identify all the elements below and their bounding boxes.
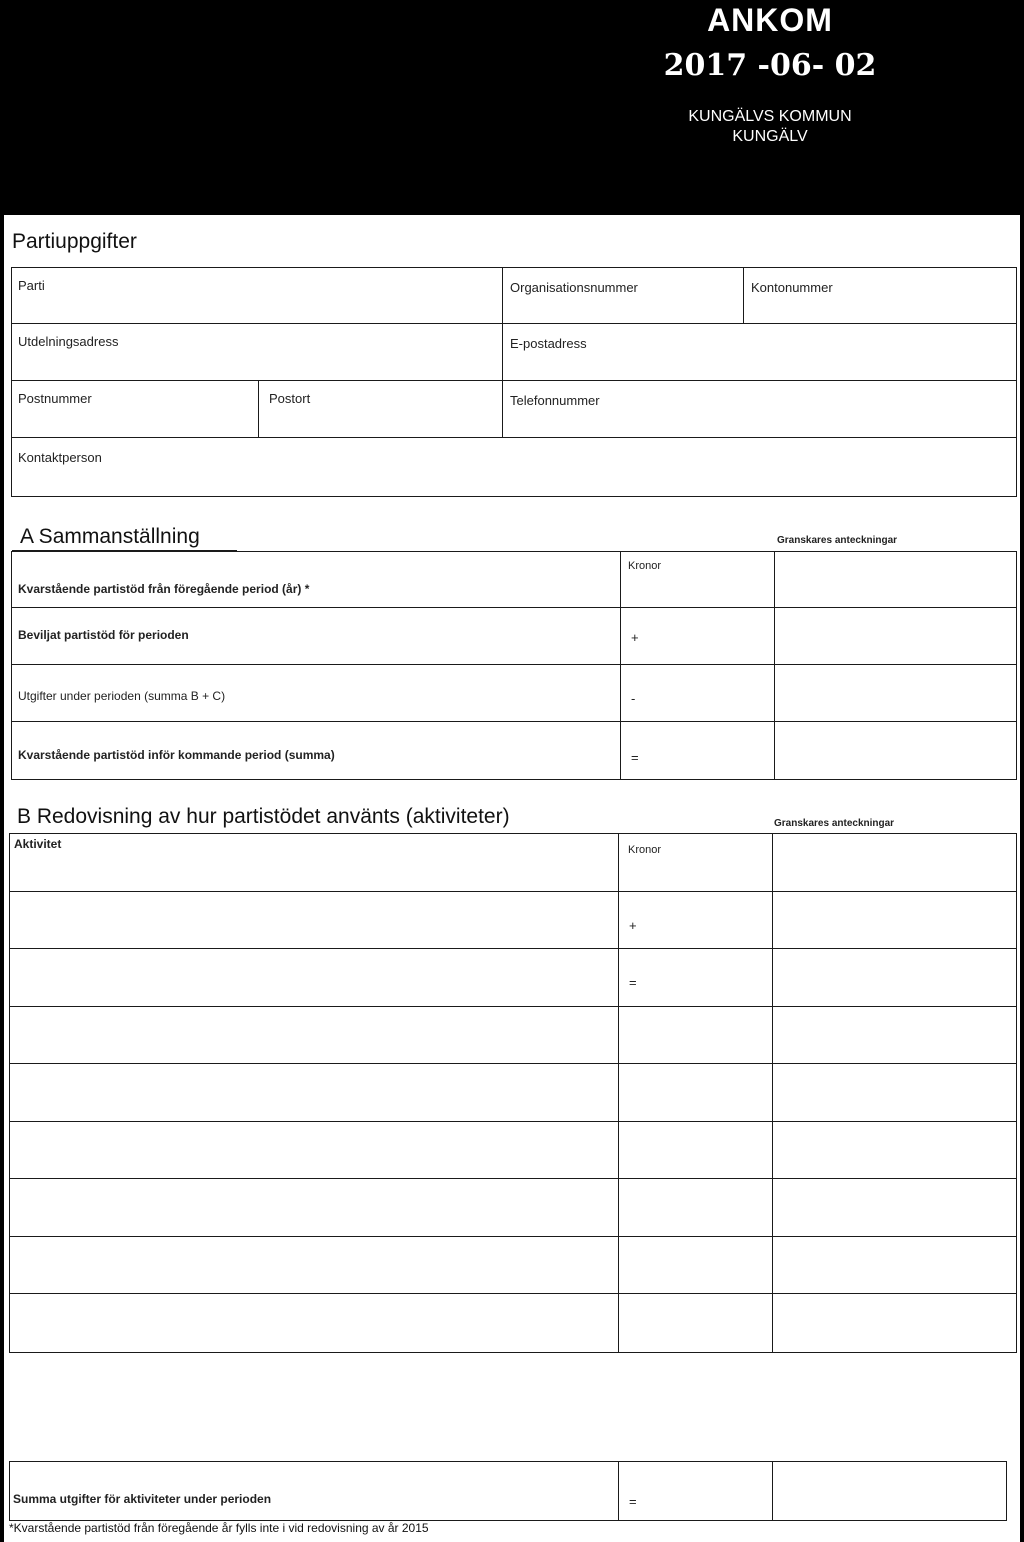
section-b-kronor-input[interactable] <box>618 891 774 951</box>
party-section-title: Partiuppgifter <box>12 230 137 253</box>
postnummer-label: Postnummer <box>18 391 92 406</box>
section-a-row-label: Kvarstående partistöd inför kommande period (summa) <box>18 748 335 762</box>
section-b-sum-symbol: = <box>629 1494 637 1509</box>
section-b-kronor-input[interactable] <box>618 1121 774 1181</box>
section-b-aktivitet-input[interactable] <box>9 1236 620 1296</box>
section-b-aktivitet-input[interactable] <box>9 1293 620 1353</box>
section-b-aktivitet-input[interactable] <box>9 1006 620 1066</box>
form-area <box>0 215 1024 1542</box>
epostadress-field[interactable] <box>502 323 1017 382</box>
section-a-row-2-reviewer-cell[interactable] <box>774 607 1017 666</box>
section-a-row-1-label-cell <box>11 551 622 609</box>
section-a-row-4-kronor-input[interactable] <box>620 721 776 780</box>
section-a-row-label: Beviljat partistöd för perioden <box>18 628 189 642</box>
stamp-date: 2017 -06- 02 <box>663 48 877 83</box>
telefonnummer-label: Telefonnummer <box>510 393 600 408</box>
section-b-reviewer-label: Granskares anteckningar <box>774 818 895 829</box>
section-a-row-3-label-cell <box>11 664 622 723</box>
postnummer-field[interactable] <box>11 380 260 439</box>
stamp-city: KUNGÄLV <box>732 128 808 145</box>
section-b-aktivitet-input[interactable] <box>9 833 620 893</box>
section-b-kronor-input[interactable] <box>618 1063 774 1123</box>
section-b-aktivitet-input[interactable] <box>9 948 620 1008</box>
kontonummer-field[interactable] <box>743 267 1017 325</box>
utdelningsadress-label: Utdelningsadress <box>18 334 119 349</box>
section-b-aktivitet-input[interactable] <box>9 891 620 951</box>
section-a-row-1-reviewer-cell[interactable] <box>774 551 1017 609</box>
section-b-reviewer-cell[interactable] <box>772 1006 1017 1066</box>
section-a-row-3-kronor-input[interactable] <box>620 664 776 723</box>
section-b-reviewer-cell[interactable] <box>772 833 1017 893</box>
section-b-row-symbol: = <box>629 975 637 990</box>
epostadress-label: E-postadress <box>510 336 587 351</box>
postort-label: Postort <box>269 391 311 406</box>
form-sheet <box>4 215 1020 1542</box>
section-b-sum-label-cell <box>9 1461 620 1521</box>
section-b-kronor-input[interactable] <box>618 833 774 893</box>
section-b-title: B Redovisning av hur partistödet använts (aktiviteter) <box>17 805 510 828</box>
section-b-row-symbol: + <box>629 917 637 933</box>
section-b-kronor-label: Kronor <box>628 844 662 856</box>
parti-field[interactable] <box>11 267 504 325</box>
section-a-row-1-kronor-input[interactable] <box>620 551 776 609</box>
section-a-title: A Sammanställning <box>20 525 200 548</box>
section-b-reviewer-cell[interactable] <box>772 1121 1017 1181</box>
section-b-kronor-input[interactable] <box>618 1006 774 1066</box>
section-b-sum-label: Summa utgifter för aktiviteter under perioden <box>13 1492 272 1506</box>
kontonummer-label: Kontonummer <box>751 280 833 295</box>
section-b-reviewer-cell[interactable] <box>772 1178 1017 1238</box>
section-b-kronor-input[interactable] <box>618 1178 774 1238</box>
organisationsnummer-field[interactable] <box>502 267 745 325</box>
section-a-row-4-label-cell <box>11 721 622 780</box>
section-a-reviewer-label: Granskares anteckningar <box>777 535 898 546</box>
section-b-reviewer-cell[interactable] <box>772 948 1017 1008</box>
parti-label: Parti <box>18 278 45 293</box>
section-a-row-symbol: + <box>631 630 639 645</box>
section-b-aktivitet-input[interactable] <box>9 1178 620 1238</box>
section-b-sum-reviewer-cell[interactable] <box>772 1461 1007 1521</box>
utdelningsadress-field[interactable] <box>11 323 504 382</box>
stamp-title: ANKOM <box>707 2 833 38</box>
section-b-kronor-input[interactable] <box>618 1293 774 1353</box>
section-a-row-symbol: = <box>631 750 639 765</box>
section-b-aktivitet-input[interactable] <box>9 1063 620 1123</box>
section-b-aktivitet-label: Aktivitet <box>14 837 62 851</box>
organisationsnummer-label: Organisationsnummer <box>510 280 638 295</box>
section-a-row-label: Kvarstående partistöd från föregående period (år) * <box>18 582 310 596</box>
scan-header-band <box>0 0 1024 215</box>
postort-field[interactable] <box>258 380 504 439</box>
section-b-sum-kronor-input[interactable] <box>618 1461 774 1521</box>
section-b-kronor-input[interactable] <box>618 948 774 1008</box>
section-b-aktivitet-input[interactable] <box>9 1121 620 1181</box>
section-a-row-2-kronor-input[interactable] <box>620 607 776 666</box>
section-b-reviewer-cell[interactable] <box>772 1063 1017 1123</box>
kontaktperson-field[interactable] <box>11 437 1017 497</box>
stamp-organization: KUNGÄLVS KOMMUN <box>688 108 852 125</box>
section-b-reviewer-cell[interactable] <box>772 1236 1017 1296</box>
section-a-row-label: Utgifter under perioden (summa B + C) <box>18 689 226 703</box>
section-a-row-2-label-cell <box>11 607 622 666</box>
received-stamp <box>640 0 900 160</box>
section-b-reviewer-cell[interactable] <box>772 891 1017 951</box>
section-a-row-3-reviewer-cell[interactable] <box>774 664 1017 723</box>
section-a-row-4-reviewer-cell[interactable] <box>774 721 1017 780</box>
kontaktperson-label: Kontaktperson <box>18 450 102 465</box>
footnote: *Kvarstående partistöd från föregående år fylls inte i vid redovisning av år 2015 <box>9 1521 429 1535</box>
section-a-kronor-label: Kronor <box>628 560 662 572</box>
section-b-reviewer-cell[interactable] <box>772 1293 1017 1353</box>
section-a-row-symbol: - <box>631 691 636 706</box>
section-b-kronor-input[interactable] <box>618 1236 774 1296</box>
telefonnummer-field[interactable] <box>502 380 1017 439</box>
